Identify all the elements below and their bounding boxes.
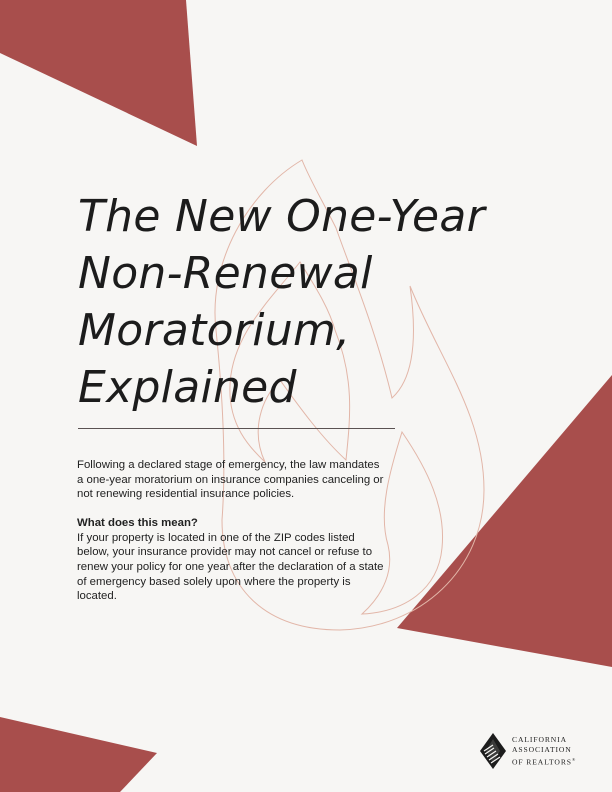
right-triangle (397, 375, 612, 667)
title-line: Moratorium, (78, 305, 351, 356)
faq-question: What does this mean? (77, 517, 198, 530)
body-copy (77, 458, 387, 604)
page-title (78, 188, 518, 416)
faq-answer: If your property is located in one of the ZIP codes listed below, your insurance provider may not cancel or refuse to renew your policy for one year after the declaration of a state of emergency based solely upon where the property is located. (77, 531, 384, 603)
california-bear-logo-icon (478, 731, 508, 771)
logo-text (512, 735, 575, 766)
top-left-triangle (0, 0, 197, 146)
title-line: Non-Renewal (78, 248, 373, 299)
title-divider (78, 428, 395, 429)
logo-line: ASSOCIATION (512, 744, 572, 754)
registered-mark: ® (571, 756, 576, 762)
logo-line (512, 755, 575, 767)
intro-paragraph: Following a declared stage of emergency, the law mandates a one-year moratorium on insurance companies canceling or not renewing residential insurance policies. (77, 459, 384, 501)
title-line: Explained (78, 362, 297, 413)
logo-line-text: OF REALTORS (512, 757, 572, 767)
car-logo (478, 731, 575, 771)
bottom-left-triangle (0, 717, 157, 792)
logo-line: CALIFORNIA (512, 735, 567, 745)
title-line: The New One-Year (78, 191, 486, 242)
